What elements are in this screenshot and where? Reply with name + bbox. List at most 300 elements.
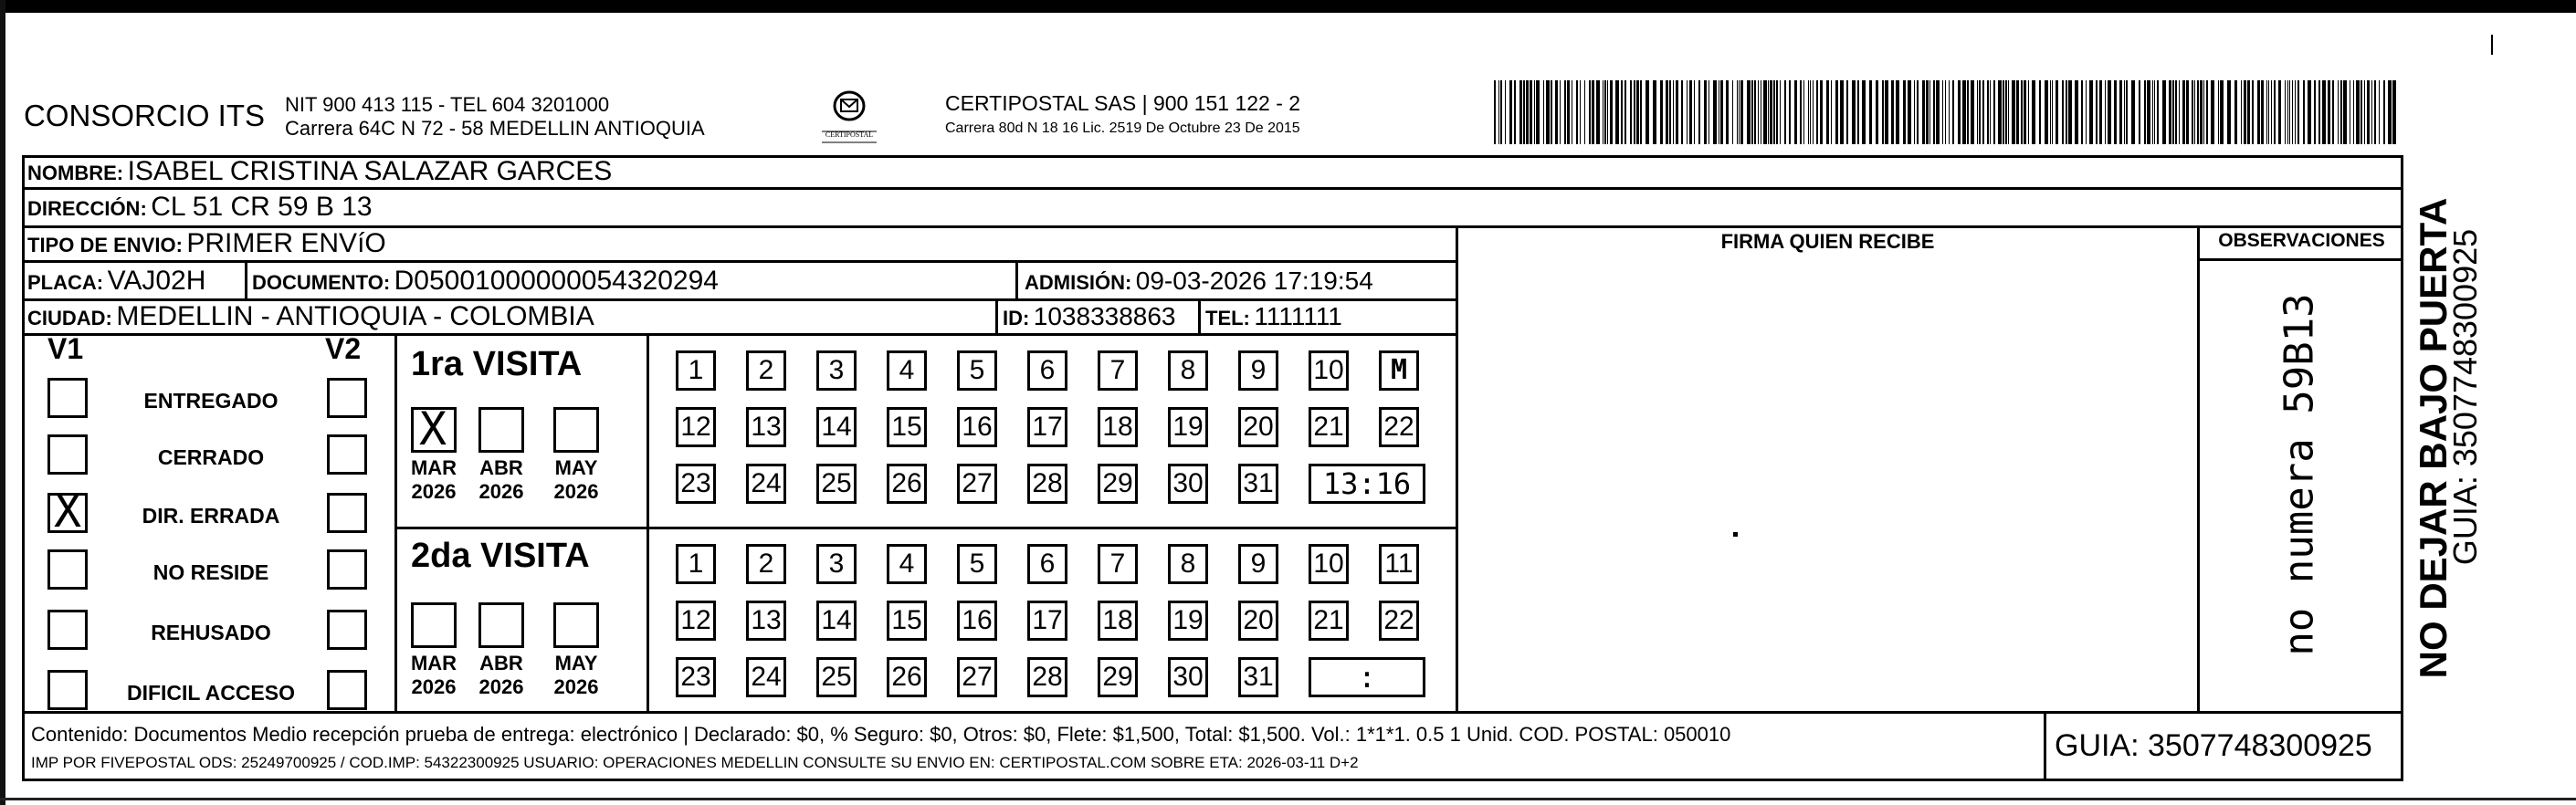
barcode-bar [1896, 80, 1899, 144]
barcode-bar [1514, 80, 1516, 144]
status-option-label: CERRADO [157, 445, 265, 469]
barcode-bar [1835, 80, 1838, 144]
visit2-day-box[interactable]: 21 [1309, 601, 1349, 641]
visit1-day-box[interactable]: 30 [1168, 464, 1208, 504]
nit-line: NIT 900 413 115 - TEL 604 3201000 [285, 93, 610, 116]
barcode-bar [2003, 80, 2004, 144]
barcode-bar [2169, 80, 2171, 144]
barcode-bar [1689, 80, 1692, 144]
visit1-day-box[interactable]: 18 [1098, 407, 1138, 447]
visit2-day-box[interactable]: 2 [746, 544, 786, 584]
barcode-bar [2308, 80, 2311, 144]
visit2-day-box[interactable]: 19 [1168, 601, 1208, 641]
visit2-day-box[interactable]: 16 [957, 601, 997, 641]
barcode-bar [1993, 80, 1995, 144]
direccion-row [27, 190, 373, 229]
visit2-time-box[interactable]: : [1309, 657, 1425, 697]
barcode-bar [1505, 80, 1506, 144]
barcode-bar [1698, 80, 1700, 144]
barcode-bar [1803, 80, 1804, 144]
visit1-day-box[interactable]: 8 [1168, 350, 1208, 391]
barcode-bar [1615, 80, 1619, 144]
v2-checkbox[interactable] [327, 610, 367, 650]
visit2-year-label: 2026 [478, 675, 524, 698]
company-name: CONSORCIO ITS [24, 99, 266, 132]
tel-value: 1111111 [1254, 302, 1342, 330]
certipostal-logo [813, 88, 886, 146]
status-option-label: REHUSADO [151, 621, 271, 644]
barcode-bar [2024, 80, 2026, 144]
barcode-bar [2179, 80, 2180, 144]
cell-divider [995, 298, 998, 333]
visit1-day-box[interactable]: 22 [1379, 407, 1419, 447]
obs-left-border [2197, 225, 2200, 711]
barcode-bar [2220, 80, 2224, 144]
barcode-bar [1869, 80, 1872, 144]
barcode-bar [2257, 80, 2260, 144]
visit1-day-box[interactable]: 12 [676, 407, 716, 447]
visit2-day-box[interactable]: 10 [1309, 544, 1349, 584]
barcode-bar [2081, 80, 2083, 144]
v2-checkbox[interactable] [327, 549, 367, 590]
barcode-bar [1580, 80, 1581, 144]
visit1-day-box[interactable]: 26 [887, 464, 927, 504]
visit2-day-box[interactable]: 11 [1379, 544, 1419, 584]
visit1-day-box[interactable]: 10 [1309, 350, 1349, 391]
barcode-bar [2364, 80, 2365, 144]
visit2-month-label: MAR [410, 652, 457, 674]
ciudad-label: CIUDAD: [27, 307, 112, 329]
visit2-day-box[interactable]: 12 [676, 601, 716, 641]
barcode-bar [1634, 80, 1635, 144]
v1-checkbox[interactable] [47, 670, 88, 710]
visit1-day-box[interactable]: 15 [887, 407, 927, 447]
barcode-bar [1982, 80, 1984, 144]
barcode-bar [1998, 80, 2002, 144]
admision-label: ADMISIÓN: [1025, 271, 1132, 294]
visit1-day-box[interactable]: 4 [887, 350, 927, 391]
visit1-day-box[interactable]: 20 [1238, 407, 1278, 447]
barcode-bar [1564, 80, 1566, 144]
visit2-day-box[interactable]: 4 [887, 544, 927, 584]
visit2-month-box[interactable] [411, 602, 457, 648]
barcode-bar [1509, 80, 1512, 144]
barcode-bar [1621, 80, 1623, 144]
documento-label: DOCUMENTO: [252, 271, 391, 294]
barcode-bar [2119, 80, 2122, 144]
barcode-bar [1784, 80, 1786, 144]
side-warning: NO DEJAR BAJO PUERTA [2412, 197, 2455, 679]
barcode-bar [1914, 80, 1915, 144]
barcode-bar [2114, 80, 2117, 144]
barcode-bar [1800, 80, 1802, 144]
barcode-bar [2186, 80, 2189, 144]
barcode-bar [1526, 80, 1529, 144]
cell-divider [1015, 260, 1018, 298]
barcode-bar [1726, 80, 1729, 144]
barcode-bar [1876, 80, 1878, 144]
row-divider [22, 333, 1457, 336]
visit2-day-box[interactable]: 13 [746, 601, 786, 641]
visit2-day-box[interactable]: 18 [1098, 601, 1138, 641]
barcode-bar [1551, 80, 1552, 144]
barcode-bar [1831, 80, 1832, 144]
visit2-day-box[interactable]: 3 [816, 544, 857, 584]
visit2-day-box[interactable]: 15 [887, 601, 927, 641]
visit2-month-label: ABR [479, 652, 523, 674]
visit1-day-box[interactable]: 3 [816, 350, 857, 391]
scan-left-edge [0, 0, 5, 805]
scan-top-edge [0, 0, 2576, 13]
barcode-bar [2005, 80, 2007, 144]
v1-checkbox[interactable] [47, 549, 88, 590]
barcode-bar [2056, 80, 2058, 144]
barcode-bar [1768, 80, 1769, 144]
barcode-bar [1979, 80, 1981, 144]
barcode-bar [1494, 80, 1496, 144]
visit1-day-box[interactable]: 16 [957, 407, 997, 447]
barcode-bar [1882, 80, 1884, 144]
nombre-row [27, 155, 612, 193]
admision-value: 09-03-2026 17:19:54 [1135, 267, 1373, 295]
barcode-bar [1630, 80, 1632, 144]
barcode-bar [1596, 80, 1600, 144]
barcode-bar [2203, 80, 2204, 144]
barcode-bar [1523, 80, 1525, 144]
nombre-label: NOMBRE: [27, 162, 124, 184]
visit2-day-box[interactable]: 31 [1238, 657, 1278, 697]
barcode-bar [1770, 80, 1772, 144]
footer-contenido: Contenido: Documentos Medio recepción prueba de entrega: electrónico | Declarado: $0, % Seguro: $0, Otros: $0, Flete: $1,500, Total: $1,500. Vol.: 1*1*1. 0.5 1 Unid. COD. POSTAL: 050010 [31, 723, 1731, 746]
barcode-bar [1826, 80, 1829, 144]
barcode-bar [2252, 80, 2254, 144]
tipo-row [27, 228, 386, 264]
visit1-day-box[interactable]: 13 [746, 407, 786, 447]
logo-text: CERTIPOSTAL [825, 131, 874, 139]
observaciones-handwriting: no numera 59B13 [2276, 293, 2323, 656]
barcode-bar [1820, 80, 1823, 144]
barcode-bar [1737, 80, 1738, 144]
barcode-bar [1720, 80, 1723, 144]
barcode-bar [1840, 80, 1844, 144]
visit2-day-box[interactable]: 27 [957, 657, 997, 697]
barcode-bar [1751, 80, 1753, 144]
barcode-bar [2360, 80, 2362, 144]
barcode-bar [1891, 80, 1894, 144]
visit1-day-box[interactable]: 1 [676, 350, 716, 391]
visit1-day-box[interactable]: 27 [957, 464, 997, 504]
barcode-bar [2032, 80, 2035, 144]
visit2-day-box[interactable]: 30 [1168, 657, 1208, 697]
barcode-bar [2175, 80, 2177, 144]
v2-checkbox[interactable] [327, 434, 367, 475]
visit1-day-box[interactable]: 31 [1238, 464, 1278, 504]
barcode-bar [1500, 80, 1502, 144]
barcode-bar [2261, 80, 2264, 144]
footer-guia: GUIA: 3507748300925 [2055, 728, 2372, 763]
barcode-bar [2028, 80, 2029, 144]
address-line: Carrera 64C N 72 - 58 MEDELLIN ANTIOQUIA [285, 117, 705, 140]
barcode-bar [1962, 80, 1966, 144]
barcode-bar [1607, 80, 1608, 144]
visit2-year-label: 2026 [553, 675, 599, 698]
admision-cell [1025, 265, 1373, 302]
barcode-bar [2371, 80, 2372, 144]
barcode-bar [1936, 80, 1940, 144]
barcode-bar [1852, 80, 1856, 144]
side-guia: GUIA: 3507748300925 [2446, 228, 2484, 566]
barcode-bar [1754, 80, 1756, 144]
barcode-bar [1498, 80, 1499, 144]
barcode-bar [1555, 80, 1558, 144]
barcode-bar [2271, 80, 2272, 144]
barcode-bar [1536, 80, 1540, 144]
barcode-bar [2343, 80, 2347, 144]
visit2-day-box[interactable]: 9 [1238, 544, 1278, 584]
barcode-bar [2124, 80, 2125, 144]
barcode-bar [1694, 80, 1695, 144]
visit1-month-box[interactable] [553, 407, 599, 453]
barcode-bar [2050, 80, 2051, 144]
barcode-bar [1917, 80, 1919, 144]
visit2-day-box[interactable]: 5 [957, 544, 997, 584]
barcode-bar [1519, 80, 1522, 144]
barcode-bar [2379, 80, 2380, 144]
visit2-month-box[interactable] [553, 602, 599, 648]
barcode-bar [2172, 80, 2174, 144]
barcode-bar [2089, 80, 2093, 144]
documento-cell [252, 265, 719, 302]
visit2-day-box[interactable]: 22 [1379, 601, 1419, 641]
barcode-bar [1922, 80, 1925, 144]
v1-heading: V1 [47, 332, 84, 365]
visit2-day-box[interactable]: 1 [676, 544, 716, 584]
barcode-bar [1977, 80, 1978, 144]
visit1-day-box[interactable]: 25 [816, 464, 857, 504]
barcode-bar [2012, 80, 2015, 144]
barcode-bar [2285, 80, 2286, 144]
barcode-bar [1903, 80, 1906, 144]
barcode-bar [1543, 80, 1544, 144]
barcode-bar [1589, 80, 1591, 144]
barcode-bar [2367, 80, 2370, 144]
placa-label: PLACA: [27, 271, 104, 294]
barcode-bar [1780, 80, 1781, 144]
visit1-time-box[interactable]: 13:16 [1309, 464, 1425, 504]
barcode-bar [2154, 80, 2155, 144]
barcode-bar [1926, 80, 1929, 144]
tipo-value: PRIMER ENVíO [186, 228, 386, 258]
barcode-bar [1789, 80, 1791, 144]
visit1-day-box[interactable]: 21 [1309, 407, 1349, 447]
visit1-day-box[interactable]: 7 [1098, 350, 1138, 391]
visit1-day-box[interactable]: 29 [1098, 464, 1138, 504]
barcode-bar [2266, 80, 2267, 144]
cell-divider [1198, 298, 1201, 333]
barcode-bar [1908, 80, 1911, 144]
barcode-bar [2388, 80, 2392, 144]
visit2-day-box[interactable]: 7 [1098, 544, 1138, 584]
barcode-bar [2197, 80, 2199, 144]
visit2-day-box[interactable]: 25 [816, 657, 857, 697]
visit1-day-box[interactable]: 24 [746, 464, 786, 504]
barcode-bar [2108, 80, 2111, 144]
visit2-day-box[interactable]: 29 [1098, 657, 1138, 697]
barcode-bar [2194, 80, 2195, 144]
barcode-bar [2332, 80, 2334, 144]
ciudad-row [27, 301, 594, 337]
barcode-bar [2126, 80, 2128, 144]
barcode-bar [1747, 80, 1751, 144]
scan-bottom-edge [0, 798, 2576, 800]
barcode-bar [1952, 80, 1954, 144]
barcode-bar [1794, 80, 1797, 144]
visit2-day-box[interactable]: 14 [816, 601, 857, 641]
barcode-bar [2086, 80, 2087, 144]
barcode-bar [2303, 80, 2305, 144]
barcode-bar [2152, 80, 2153, 144]
barcode-bar [1862, 80, 1866, 144]
barcode-bar [2340, 80, 2342, 144]
barcode-bar [1534, 80, 1535, 144]
signature-speck [1733, 532, 1738, 537]
visit2-day-box[interactable]: 24 [746, 657, 786, 697]
visit1-day-box[interactable]: 5 [957, 350, 997, 391]
barcode-bar [2162, 80, 2166, 144]
barcode-bar [2157, 80, 2159, 144]
v1-check-mark: X [53, 485, 82, 538]
visit1-day-box[interactable]: 2 [746, 350, 786, 391]
barcode-bar [2278, 80, 2281, 144]
barcode-bar [1660, 80, 1663, 144]
barcode-bar [1576, 80, 1578, 144]
observaciones-heading: OBSERVACIONES [2218, 230, 2385, 251]
visit2-heading: 2da VISITA [411, 537, 590, 575]
visit1-day-box[interactable]: 9 [1238, 350, 1278, 391]
barcode-bar [1669, 80, 1671, 144]
barcode-bar [2383, 80, 2385, 144]
visit1-heading: 1ra VISITA [411, 345, 583, 383]
barcode-bar [2016, 80, 2019, 144]
barcode-bar [2353, 80, 2354, 144]
barcode-bar [2075, 80, 2078, 144]
barcode-bar [1816, 80, 1818, 144]
visit2-day-box[interactable]: 23 [676, 657, 716, 697]
v2-checkbox[interactable] [327, 378, 367, 418]
barcode-bar [2328, 80, 2330, 144]
firma-heading: FIRMA QUIEN RECIBE [1720, 230, 1935, 253]
visit1-month-label: MAY [554, 456, 598, 479]
barcode-bar [1567, 80, 1570, 144]
visit2-day-box[interactable]: 17 [1027, 601, 1067, 641]
barcode-bar [2234, 80, 2237, 144]
barcode-bar [2062, 80, 2064, 144]
barcode-bar [2356, 80, 2360, 144]
barcode-bar [2274, 80, 2276, 144]
direccion-value: CL 51 CR 59 B 13 [151, 192, 373, 222]
visit1-month-box[interactable] [478, 407, 524, 453]
tel-cell [1205, 301, 1342, 337]
visit1-year-label: 2026 [411, 480, 457, 503]
nombre-value: ISABEL CRISTINA SALAZAR GARCES [127, 156, 613, 186]
visit1-day-box[interactable]: 23 [676, 464, 716, 504]
barcode-bar [1808, 80, 1809, 144]
barcode-bar [2192, 80, 2193, 144]
visit1-day-box[interactable]: M [1379, 350, 1419, 391]
barcode-bar [2218, 80, 2219, 144]
v1-checkbox[interactable] [47, 378, 88, 418]
barcode-bar [1949, 80, 1950, 144]
barcode-bar [2052, 80, 2053, 144]
barcode-bar [2295, 80, 2296, 144]
barcode-bar [1933, 80, 1935, 144]
barcode-bar [1640, 80, 1642, 144]
ciudad-value: MEDELLIN - ANTIOQUIA - COLOMBIA [116, 301, 594, 331]
barcode-bar [1857, 80, 1859, 144]
barcode-bar [1584, 80, 1585, 144]
barcode-bar [1958, 80, 1961, 144]
barcode-bar [2039, 80, 2041, 144]
barcode-bar [2066, 80, 2067, 144]
barcode-bar [1546, 80, 1550, 144]
barcode-bar [2045, 80, 2048, 144]
visit2-day-box[interactable]: 28 [1027, 657, 1067, 697]
status-divider [394, 333, 397, 711]
barcode-bar [2322, 80, 2326, 144]
barcode-bar [2105, 80, 2106, 144]
visit-divider [394, 527, 1457, 529]
visit2-day-box[interactable]: 20 [1238, 601, 1278, 641]
barcode-bar [1592, 80, 1594, 144]
barcode-bar [1846, 80, 1848, 144]
barcode-bar [2287, 80, 2288, 144]
visit1-day-box[interactable]: 17 [1027, 407, 1067, 447]
barcode-bar [1885, 80, 1888, 144]
visit2-month-box[interactable] [478, 602, 524, 648]
row-divider [2197, 258, 2403, 261]
courier-line: CERTIPOSTAL SAS | 900 151 122 - 2 [945, 91, 1301, 115]
visit2-day-box[interactable]: 26 [887, 657, 927, 697]
v2-checkbox[interactable] [327, 670, 367, 710]
v2-checkbox[interactable] [327, 493, 367, 533]
month-day-divider [647, 333, 649, 711]
v1-checkbox[interactable] [47, 434, 88, 475]
status-option-label: ENTREGADO [143, 389, 279, 413]
v2-heading: V2 [325, 332, 362, 365]
status-option-label: DIFICIL ACCESO [126, 681, 295, 705]
id-value: 1038338863 [1033, 302, 1176, 330]
barcode-bar [2318, 80, 2320, 144]
barcode-bar [1945, 80, 1946, 144]
barcode-bar [2268, 80, 2269, 144]
barcode-bar [1763, 80, 1767, 144]
visit1-day-box[interactable]: 19 [1168, 407, 1208, 447]
barcode-bar [2227, 80, 2231, 144]
barcode-bar [2247, 80, 2250, 144]
visit2-day-box[interactable]: 8 [1168, 544, 1208, 584]
v1-checkbox[interactable] [47, 610, 88, 650]
visit2-day-box[interactable]: 6 [1027, 544, 1067, 584]
visit1-month-mark: X [418, 402, 447, 455]
visit1-day-box[interactable]: 14 [816, 407, 857, 447]
visit1-day-box[interactable]: 6 [1027, 350, 1067, 391]
barcode-bar [1704, 80, 1707, 144]
barcode-bar [2244, 80, 2246, 144]
barcode-bar [1673, 80, 1674, 144]
documento-value: D05001000000054320294 [394, 266, 719, 296]
visit1-day-box[interactable]: 28 [1027, 464, 1067, 504]
barcode-bar [1929, 80, 1930, 144]
